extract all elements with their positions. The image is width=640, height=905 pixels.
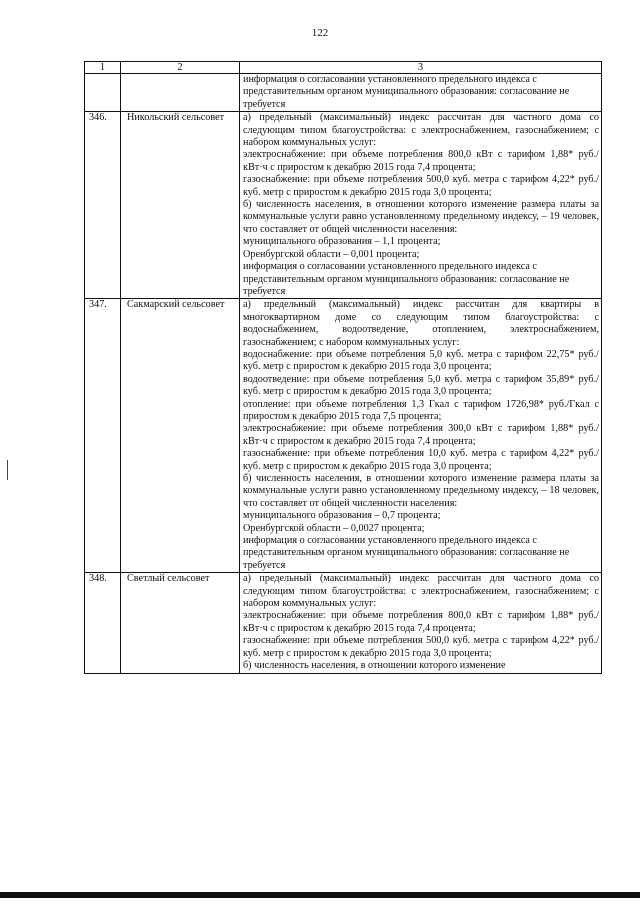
description-paragraph: Оренбургской области – 0,0027 процента; bbox=[243, 522, 425, 534]
page-number: 122 bbox=[311, 27, 329, 39]
column-header-number: 1 bbox=[85, 62, 121, 74]
description-paragraph: газоснабжение: при объеме потребления 10,0 куб. метра с тарифом 4,22* руб./куб. метр с приростом к декабрю 2015 года 3,0 процента; bbox=[243, 448, 599, 472]
description-paragraph: б) численность населения, в отношении которого изменение размера платы за коммунальные услуги равно установленному предельному индексу, – 18 человек, что составляет от общей численности населения: bbox=[243, 473, 599, 509]
table-body bbox=[85, 74, 602, 674]
row-number: 348. bbox=[85, 573, 121, 673]
description-paragraph: Оренбургской области – 0,001 процента; bbox=[243, 248, 420, 260]
table-row bbox=[85, 74, 602, 112]
table-row bbox=[85, 112, 602, 299]
municipality-name: Сакмарский сельсовет bbox=[121, 299, 240, 573]
column-header-name: 2 bbox=[121, 62, 240, 74]
table-row bbox=[85, 299, 602, 573]
margin-mark bbox=[7, 460, 8, 480]
municipality-name: Никольский сельсовет bbox=[121, 112, 240, 299]
index-description bbox=[240, 74, 602, 112]
description-paragraph: водоснабжение: при объеме потребления 5,0 куб. метра с тарифом 22,75* руб./куб. метр с приростом к декабрю 2015 года 3,0 процента; bbox=[243, 348, 599, 373]
description-paragraph: а) предельный (максимальный) индекс рассчитан для квартиры в многоквартирном доме со следующим типом благоустройства: с водоснабжением, водоотведение, отоплением, электроснабжением, газоснабжением; с набором коммунальных услуг: bbox=[243, 299, 599, 348]
description-paragraph: муниципального образования – 0,7 процента; bbox=[243, 510, 441, 522]
index-description bbox=[240, 573, 602, 673]
document-table bbox=[84, 61, 602, 674]
row-number: 346. bbox=[85, 112, 121, 299]
description-paragraph: б) численность населения, в отношении которого изменение размера платы за коммунальные услуги равно установленному предельному индексу, – 19 человек, что составляет от общей численности населения: bbox=[243, 199, 599, 235]
description-paragraph: электроснабжение: при объеме потребления 800,0 кВт с тарифом 1,88* руб./кВт·ч с приростом к декабрю 2015 года 7,4 процента; bbox=[243, 610, 599, 634]
description-paragraph: электроснабжение: при объеме потребления 800,0 кВт с тарифом 1,88* руб./кВт·ч с приростом к декабрю 2015 года 7,4 процента; bbox=[243, 149, 599, 173]
description-paragraph: информация о согласовании установленного предельного индекса с представительным органом муниципального образования: согласование не требуется bbox=[243, 261, 570, 297]
table-row bbox=[85, 573, 602, 673]
description-paragraph: а) предельный (максимальный) индекс рассчитан для частного дома со следующим типом благоустройства: с электроснабжением, газоснабжением; с набором коммунальных услуг: bbox=[243, 573, 599, 610]
index-description bbox=[240, 112, 602, 299]
municipality-name bbox=[121, 74, 240, 112]
description-paragraph: электроснабжение: при объеме потребления 300,0 кВт с тарифом 1,88* руб./кВт·ч с приростом к декабрю 2015 года 7,4 процента; bbox=[243, 423, 599, 447]
description-paragraph: б) численность населения, в отношении которого изменение bbox=[243, 660, 506, 672]
index-description bbox=[240, 299, 602, 573]
column-header-description: 3 bbox=[240, 62, 602, 74]
municipality-name: Светлый сельсовет bbox=[121, 573, 240, 673]
description-paragraph: отопление: при объеме потребления 1,3 Гкал с тарифом 1726,98* руб./Гкал с приростом к декабрю 2015 года 7,5 процента; bbox=[243, 398, 599, 422]
row-number: 347. bbox=[85, 299, 121, 573]
description-paragraph: водоотведение: при объеме потребления 5,0 куб. метра с тарифом 35,89* руб./куб. метр с приростом к декабрю 2015 года 3,0 процента; bbox=[243, 373, 599, 398]
description-paragraph: газоснабжение: при объеме потребления 500,0 куб. метра с тарифом 4,22* руб./куб. метр с приростом к декабрю 2015 года 3,0 процента; bbox=[243, 174, 599, 198]
description-paragraph: информация о согласовании установленного предельного индекса с представительным органом муниципального образования: согласование не требуется bbox=[243, 74, 570, 110]
scan-bottom-edge bbox=[0, 892, 640, 898]
description-paragraph: информация о согласовании установленного предельного индекса с представительным органом муниципального образования: согласование не требуется bbox=[243, 535, 570, 571]
row-number bbox=[85, 74, 121, 112]
table-header-row bbox=[85, 62, 602, 74]
description-paragraph: муниципального образования – 1,1 процента; bbox=[243, 236, 441, 248]
description-paragraph: газоснабжение: при объеме потребления 500,0 куб. метра с тарифом 4,22* руб./куб. метр с приростом к декабрю 2015 года 3,0 процента; bbox=[243, 635, 599, 659]
description-paragraph: а) предельный (максимальный) индекс рассчитан для частного дома со следующим типом благоустройства: с электроснабжением, газоснабжением; с набором коммунальных услуг: bbox=[243, 112, 599, 149]
